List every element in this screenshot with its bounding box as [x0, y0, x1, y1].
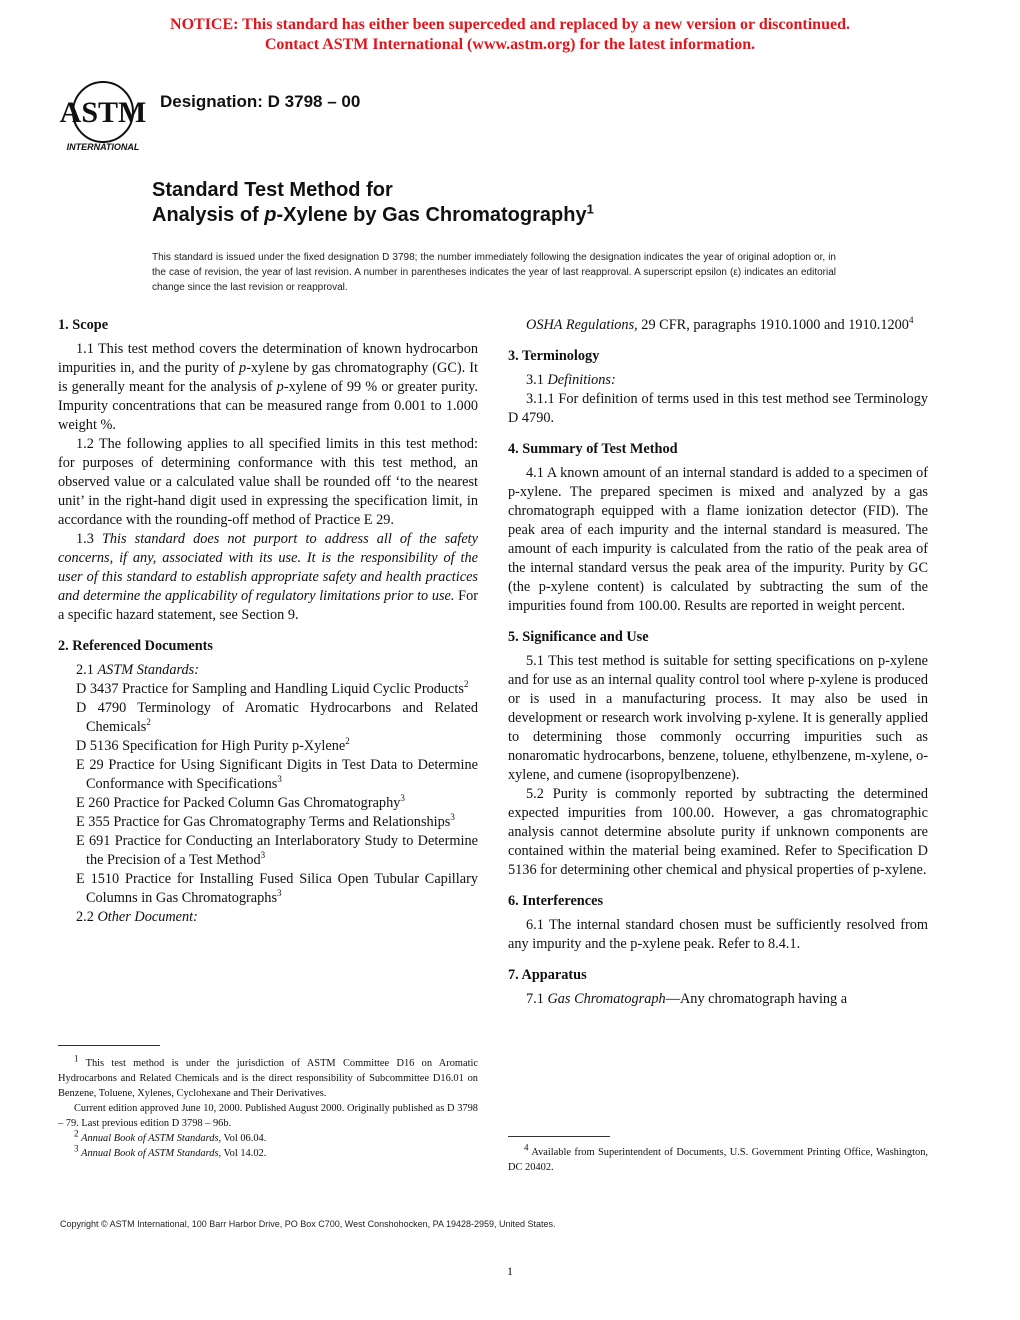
- astm-logo: [58, 78, 148, 154]
- terminology-3-1-1: 3.1.1 For definition of terms used in this test method see Terminology D 4790.: [508, 391, 928, 426]
- reference-item: E 29 Practice for Using Significant Digits in Test Data to Determine Conformance with Specifications$^3$: [76, 757, 478, 792]
- reference-item: D 4790 Terminology of Aromatic Hydrocarbons and Related Chemicals$^2$: [76, 700, 478, 735]
- reference-item: E 355 Practice for Gas Chromatography Terms and Relationships$^3$: [76, 812, 455, 830]
- section-scope-heading: 1. Scope: [58, 317, 109, 333]
- scope-1-1: 1.1 This test method covers the determination of known hydrocarbon impurities in, and the purity of p-xylene by gas chromatography (GC). It is generally meant for the analysis of p-xylene of 99 % or greater purity. Impurity concentrations that can be measured range from 0.001 to 1.000 weight %.: [58, 341, 478, 433]
- reference-item: E 691 Practice for Conducting an Interlaboratory Study to Determine the Precision of a Test Method$^3$: [76, 833, 478, 868]
- right-column: [508, 316, 928, 1009]
- footnotes-left: [58, 1053, 478, 1161]
- section-significance-heading: 5. Significance and Use: [508, 629, 649, 645]
- footnote-3: $^3$ Annual Book of ASTM Standards, Vol 14.02.: [74, 1143, 267, 1159]
- significance-5-2: 5.2 Purity is commonly reported by subtracting the determined expected impurities from 100.00. However, a gas chromatographic analysis cannot determine absolute purity if unknown components are contained within the material being examined. Refer to Specification D 5136 for determining other chemical and physical properties of p-xylene.: [508, 786, 928, 878]
- footnote-1-edition: Current edition approved June 10, 2000. Published August 2000. Originally published as D 3798 – 79. Last previous edition D 3798 – 96b.: [58, 1103, 478, 1129]
- section-terminology-heading: 3. Terminology: [508, 348, 600, 364]
- left-column: [58, 316, 478, 927]
- section-apparatus-heading: 7. Apparatus: [508, 967, 587, 983]
- issuance-statement: This standard is issued under the fixed designation D 3798; the number immediately following the designation indicates the year of original adoption or, in the case of revision, the year of last revision. A number in parentheses indicates the year of last reapproval. A superscript epsilon (ε) indicates an editorial change since the last revision or reapproval.: [152, 252, 836, 293]
- scope-1-3: 1.3 This standard does not purport to address all of the safety concerns, if any, associated with its use. It is the responsibility of the user of this standard to establish appropriate safety and health practices and determine the applicability of regulatory limitations prior to use. For a specific hazard statement, see Section 9.: [58, 531, 478, 623]
- reference-item: E 260 Practice for Packed Column Gas Chromatography$^3$: [76, 793, 405, 811]
- osha-reference: OSHA Regulations, 29 CFR, paragraphs 1910.1000 and 1910.1200$^4$: [526, 315, 914, 333]
- footnote-1: $^1$ This test method is under the jurisdiction of ASTM Committee D16 on Aromatic Hydrocarbons and Related Chemicals and is the direct responsibility of Subcommittee D16.01 on Benzene, Toluene, Xylenes, Cyclohexane and Their Derivatives.: [58, 1053, 478, 1099]
- reference-item: E 1510 Practice for Installing Fused Silica Open Tubular Capillary Columns in Gas Chromatographs$^3$: [76, 871, 478, 906]
- interferences-6-1: 6.1 The internal standard chosen must be sufficiently resolved from any impurity and the p-xylene peak. Refer to 8.4.1.: [508, 917, 928, 952]
- refdocs-2-2: 2.2 Other Document:: [76, 909, 198, 925]
- copyright-line: Copyright © ASTM International, 100 Barr Harbor Drive, PO Box C700, West Conshohocken, PA 19428-2959, United States.: [60, 1219, 556, 1229]
- footnote-2: $^2$ Annual Book of ASTM Standards, Vol 06.04.: [74, 1128, 267, 1144]
- footnote-rule-left: [58, 1045, 160, 1046]
- designation: Designation: D 3798 – 00: [160, 92, 361, 111]
- section-summary-heading: 4. Summary of Test Method: [508, 441, 678, 457]
- footnote-4: $^4$ Available from Superintendent of Documents, U.S. Government Printing Office, Washington, DC 20402.: [508, 1142, 928, 1173]
- supersession-notice: [0, 15, 1020, 55]
- page-number: 1: [507, 1264, 513, 1278]
- section-interferences-heading: 6. Interferences: [508, 893, 604, 909]
- apparatus-7-1: 7.1 Gas Chromatograph—Any chromatograph having a: [526, 991, 848, 1007]
- refdocs-2-1: 2.1 ASTM Standards:: [76, 662, 199, 678]
- footnote-rule-right: [508, 1136, 610, 1137]
- footnotes-right: [508, 1142, 928, 1175]
- terminology-3-1: 3.1 Definitions:: [526, 372, 616, 388]
- notice-line-1: NOTICE: This standard has either been superceded and replaced by a new version or discontinued.: [170, 16, 850, 33]
- title-line-2: Analysis of p-Xylene by Gas Chromatography$^1$: [152, 201, 594, 226]
- svg-text:ASTM: ASTM: [59, 96, 147, 129]
- title-footnote-mark: 1: [586, 201, 594, 217]
- significance-5-1: 5.1 This test method is suitable for setting specifications on p-xylene and for use as an internal quality control tool where p-xylene is produced or is used in a manufacturing process. It may also be used in development or research work involving p-xylene. It is generally applied to determining those commonly occurring impurities such as nonaromatic hydrocarbons, benzene, toluene, ethylbenzene, m-xylene, o-xylene, and cumene (isopropylbenzene).: [508, 653, 928, 783]
- svg-text:INTERNATIONAL: INTERNATIONAL: [66, 142, 140, 152]
- document-title: [152, 178, 594, 228]
- reference-item: D 3437 Practice for Sampling and Handling Liquid Cyclic Products$^2$: [76, 679, 469, 697]
- reference-list: [58, 680, 478, 908]
- notice-line-2: Contact ASTM International (www.astm.org) for the latest information.: [264, 36, 756, 53]
- reference-item: D 5136 Specification for High Purity p-Xylene$^2$: [76, 736, 350, 754]
- section-refdocs-heading: 2. Referenced Documents: [58, 638, 213, 654]
- astm-logo-icon: [58, 78, 148, 154]
- scope-1-2: 1.2 The following applies to all specified limits in this test method: for purposes of determining conformance with this test method, an observed value or a calculated value shall be rounded off ‘to the nearest unit’ in the right-hand digit used in expressing the specification limit, in accordance with the rounding-off method of Practice E 29.: [58, 436, 478, 528]
- title-line-1: Standard Test Method for: [152, 179, 393, 201]
- summary-4-1: 4.1 A known amount of an internal standard is added to a specimen of p-xylene. The prepared specimen is mixed and analyzed by a gas chromatograph equipped with a flame ionization detector (FID). The peak area of each impurity and the internal standard is measured. The amount of each impurity is calculated from the ratio of the peak area of the internal standard versus the peak area of the impurity. Purity by GC (the p-xylene content) is calculated by subtracting the sum of the impurities found from 100.00. Results are reported in weight percent.: [508, 465, 928, 614]
